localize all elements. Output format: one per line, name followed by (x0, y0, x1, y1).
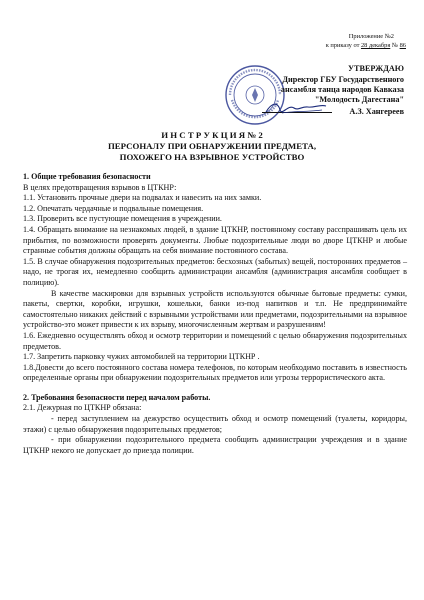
order-number-prefix: № (391, 42, 398, 49)
item-1-5: 1.5. В случае обнаружения подозрительных предметов: бесхозных (забытых) вещей, посторонних предметов – надо, не трогая их, немедленно сообщить администрации ансамбля (администрация ансамбля сообщает в полицию). (23, 256, 407, 287)
order-prefix: к приказу от (325, 42, 360, 49)
instruction-body (23, 172, 407, 456)
section-1-heading: 1. Общие требования безопасности (23, 172, 151, 181)
item-2-1: 2.1. Дежурная по ЦТКНР обязана: (23, 403, 142, 413)
handwritten-signature (262, 98, 332, 118)
item-1-8: 1.8.Довести до всего постоянного состава номера телефонов, по которым необходимо поставить в известность определенные органы при обнаружении подозрительных предметов или угрозы террористического акта. (23, 362, 407, 383)
instruction-title: И Н С Т Р У К Ц И Я № 2 (161, 130, 263, 140)
order-number: 86 (399, 42, 406, 49)
approval-line-3: "Молодость Дагестана" (314, 95, 404, 104)
masking-paragraph: В качестве маскировки для взрывных устройств используются обычные бытовые предметы: сумки, пакеты, свертки, коробки, игрушки, кошельки, банки из-под напитков и т.п. Не предпринимайте самостоятельно никаких действий с взрывными устройствами или предметами, подозрительными на взрывное устройство-это может привести к их взрыву, многочисленным жертвам и разрушениям! (23, 288, 407, 330)
duty-bullet-2: - при обнаружении подозрительного предмета сообщить администрации учреждения и в здание ЦТКНР некого не допускает до приезда полиции. (23, 435, 407, 455)
order-date: 28 декабря (360, 42, 391, 49)
approval-heading: УТВЕРЖДАЮ (348, 64, 404, 73)
item-1-3: 1.3. Проверить все пустующие помещения в учреждении. (23, 214, 222, 224)
section-1-intro: В целях предотвращения взрывов в ЦТКНР: (23, 182, 177, 192)
approval-line-1: Директор ГБУ Государственного (282, 75, 404, 84)
instruction-subtitle-2: ПОХОЖЕГО НА ВЗРЫВНОЕ УСТРОЙСТВО (119, 152, 305, 162)
order-reference (326, 42, 406, 49)
approval-line-2: ансамбля танца народов Кавказа (280, 85, 404, 94)
appendix-label: Приложение №2 (348, 33, 394, 40)
instruction-subtitle-1: ПЕРСОНАЛУ ПРИ ОБНАРУЖЕНИИ ПРЕДМЕТА, (107, 141, 317, 151)
item-1-6: 1.6. Ежедневно осуществлять обход и осмотр территории и помещений с целью обнаружения подозрительных предметов. (23, 330, 407, 351)
item-1-4: 1.4. Обращать внимание на незнакомых людей, в здание ЦТКНР, постоянному составу расспрашивать цель их прибытия, по возможности проверять документы. Любые подозрительные люди во дворе ЦТКНР и любые странные события должны обращать на себя внимание постоянного состава. (23, 224, 407, 256)
approval-signer: А.З. Хангереев (349, 107, 404, 116)
item-1-7: 1.7. Запретить парковку чужих автомобилей на территории ЦТКНР . (23, 352, 260, 362)
section-2-heading: 2. Требования безопасности перед началом работы. (23, 392, 211, 402)
item-1-2: 1.2. Опечатать чердачные и подвальные помещения. (23, 203, 204, 213)
section-spacer (23, 384, 407, 393)
item-1-1: 1.1. Установить прочные двери на подвалах и навесить на них замки. (23, 193, 262, 203)
duty-bullet-1: - перед заступлением на дежурство осуществить обход и осмотр помещений (туалеты, коридоры, этажи) с целью обнаружения подозрительных предметов; (23, 414, 407, 434)
